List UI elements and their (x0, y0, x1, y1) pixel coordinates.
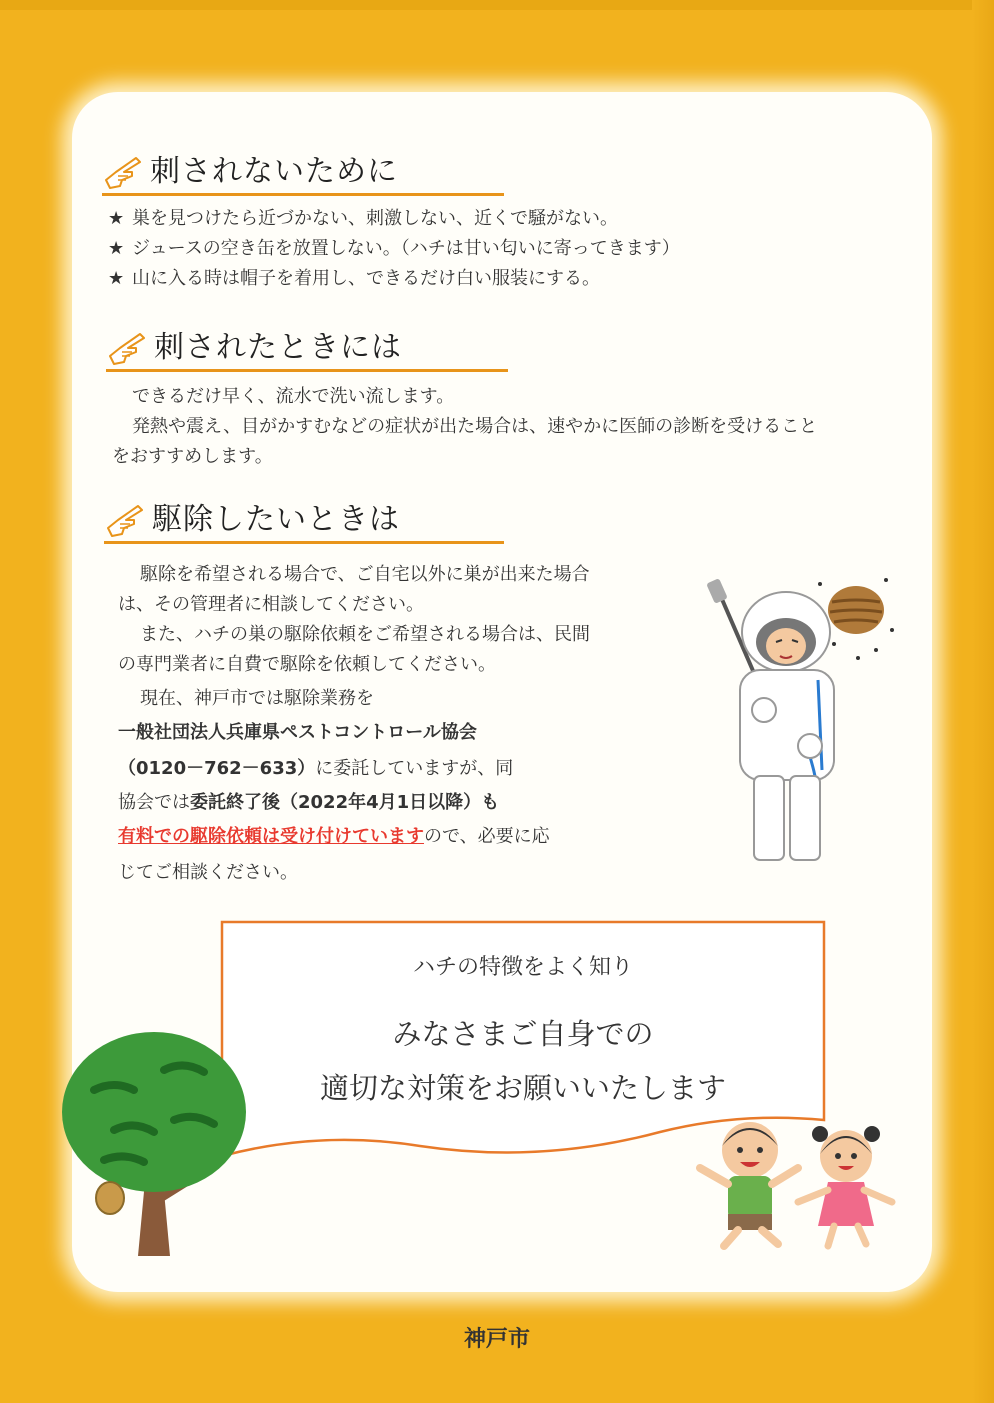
beekeeper-illustration (700, 570, 900, 870)
tree-illustration (54, 1020, 254, 1260)
heading-underline (106, 369, 508, 372)
heading-stung (106, 326, 402, 366)
message-line-1: ハチの特徴をよく知り (412, 955, 633, 980)
beehive-illustration (818, 578, 894, 660)
removal-line: 現在、神戸市では駆除業務を (140, 688, 374, 709)
heading-underline (104, 541, 504, 544)
removal-line: の専門業者に自費で駆除を依頼してください。 (118, 654, 496, 675)
heading-underline (102, 193, 504, 196)
section-title: 刺されたときには (154, 331, 402, 364)
heading-prevent (102, 150, 398, 190)
pointing-hand-icon (104, 498, 146, 538)
message-line-3: 適切な対策をお願いいたします (319, 1071, 726, 1105)
top-border (0, 0, 994, 10)
city-name: 神戸市 (463, 1327, 530, 1352)
list-item: ★ 巣を見つけたら近づかない、刺激しない、近くで騒がない。 (108, 208, 618, 229)
association-name: 一般社団法人兵庫県ペストコントロール協会 (118, 722, 477, 743)
removal-line: 協会では委託終了後（2022年4月1日以降）も (118, 792, 500, 813)
pointing-hand-icon (102, 150, 144, 190)
message-line-2: みなさまご自身での (392, 1017, 654, 1051)
section-title: 刺されないために (150, 155, 398, 188)
paid-removal-notice: 有料での駆除依頼は受け付けています (118, 826, 424, 847)
right-border (972, 0, 994, 1403)
children-illustration (694, 1110, 904, 1250)
removal-line: 有料での駆除依頼は受け付けていますので、必要に応 (118, 826, 550, 847)
list-item: ★ 山に入る時は帽子を着用し、できるだけ白い服装にする。 (108, 268, 600, 289)
stung-line-2: 発熱や震え、目がかすむなどの症状が出た場合は、速やかに医師の診断を受けること (132, 416, 818, 437)
removal-line: じてご相談ください。 (118, 862, 298, 883)
contract-end-notice: 委託終了後（2022年4月1日以降）も (190, 792, 500, 813)
removal-line: （0120－762－633）に委託していますが、同 (118, 758, 514, 779)
removal-line: また、ハチの巣の駆除依頼をご希望される場合は、民間 (140, 624, 590, 645)
stung-line-3: をおすすめします。 (112, 446, 273, 467)
removal-line: 駆除を希望される場合で、ご自宅以外に巣が出来た場合 (140, 564, 590, 585)
list-item: ★ ジュースの空き缶を放置しない。（ハチは甘い匂いに寄ってきます） (108, 238, 680, 259)
prevent-list (108, 204, 888, 294)
removal-line: は、その管理者に相談してください。 (118, 594, 424, 615)
stung-line-1: できるだけ早く、流水で洗い流します。 (132, 386, 455, 407)
heading-removal (104, 498, 400, 538)
association-phone: （0120－762－633） (118, 758, 316, 779)
section-title: 駆除したいときは (152, 503, 400, 536)
pointing-hand-icon (106, 326, 148, 366)
